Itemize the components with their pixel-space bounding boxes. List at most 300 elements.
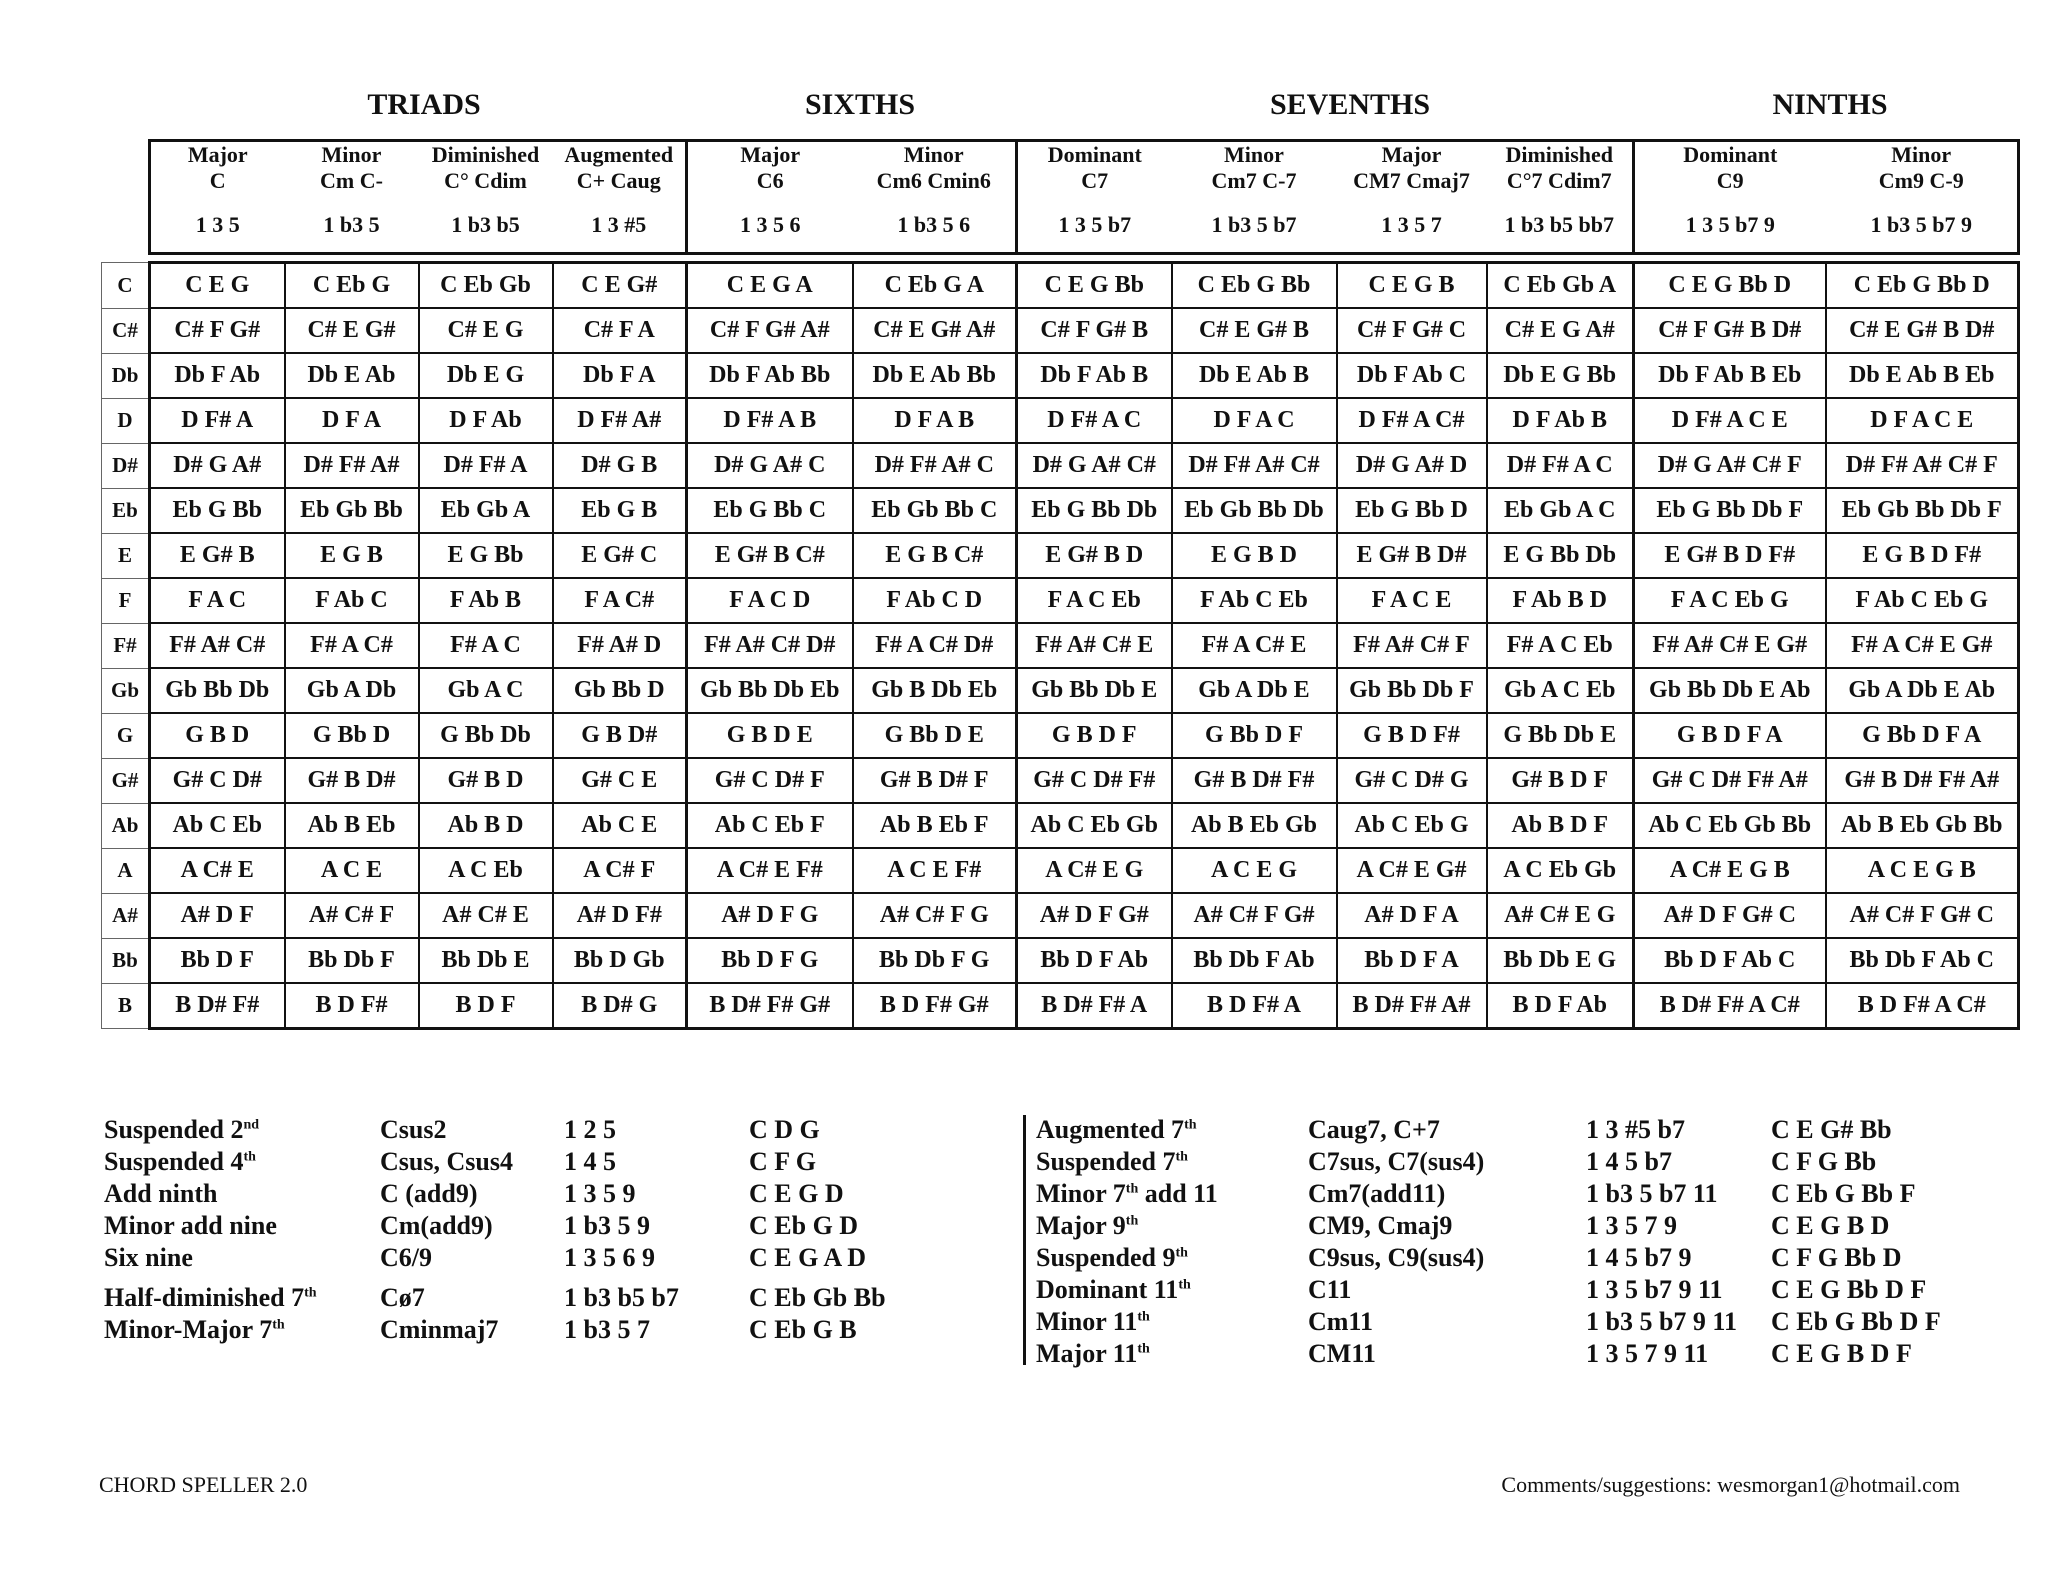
group-title-ninths: NINTHS <box>1772 88 1888 121</box>
chord-cell: C Eb Gb <box>419 263 553 309</box>
chord-cell: D F Ab <box>419 398 553 443</box>
column-formula: 1 3 5 b7 9 <box>1685 212 1775 237</box>
other-chord-row <box>1036 1339 2036 1371</box>
chord-cell: Eb G Bb C <box>687 488 853 533</box>
other-chord-symbol: Csus2 <box>380 1115 447 1144</box>
chord-cell: Eb Gb A <box>419 488 553 533</box>
chord-cell: G# B D# F# <box>1172 758 1337 803</box>
row-root-label: C <box>102 263 150 309</box>
other-chord-notes: C E G A D <box>749 1243 867 1272</box>
row-root-label: C# <box>102 308 150 353</box>
chord-cell: F# A C# <box>285 623 419 668</box>
chord-cell: Gb A Db E <box>1172 668 1337 713</box>
chord-cell: D# G A# C <box>687 443 853 488</box>
other-chord-row <box>1036 1243 2036 1275</box>
other-chord-notes: C F G <box>749 1147 816 1176</box>
chord-cell: F A C D <box>687 578 853 623</box>
chord-cell: A# C# F G# <box>1172 893 1337 938</box>
other-chord-name-text: Suspended 7 <box>1036 1147 1176 1176</box>
chord-cell: A# D F A <box>1337 893 1487 938</box>
other-chord-name-text: Minor add nine <box>104 1211 277 1240</box>
column-symbol: Cm9 C-9 <box>1878 168 1964 193</box>
chord-cell: E G# B D# <box>1337 533 1487 578</box>
other-chord-name <box>104 1179 217 1209</box>
chord-cell: Eb Gb Bb <box>285 488 419 533</box>
chord-cell: F Ab C Eb G <box>1826 578 2019 623</box>
column-header <box>687 141 853 254</box>
chord-cell: D F# A C E <box>1634 398 1826 443</box>
other-chord-notes: C F G Bb D <box>1771 1243 1902 1272</box>
row-root-label: D# <box>102 443 150 488</box>
ordinal-suffix: th <box>272 1317 285 1333</box>
other-chord-row <box>104 1283 1004 1315</box>
chord-cell: B D# F# A# <box>1337 983 1487 1029</box>
other-chord-name-text: Add ninth <box>104 1179 218 1208</box>
chord-cell: F# A# C# F <box>1337 623 1487 668</box>
other-chord-name-text: Half-diminished 7 <box>104 1283 305 1312</box>
chord-cell: Db F Ab <box>150 353 285 398</box>
chord-cell: F A C Eb <box>1017 578 1172 623</box>
chord-cell: D F# A# <box>553 398 687 443</box>
chord-cell: Ab C Eb Gb Bb <box>1634 803 1826 848</box>
chord-cell: C Eb G Bb <box>1172 263 1337 309</box>
chord-cell: G# B D# <box>285 758 419 803</box>
column-header <box>1172 141 1337 254</box>
chord-cell: E G B D F# <box>1826 533 2019 578</box>
chord-cell: F A C# <box>553 578 687 623</box>
other-chord-name <box>1036 1211 1138 1241</box>
chord-cell: G Bb D F A <box>1826 713 2019 758</box>
chord-cell: D F# A <box>150 398 285 443</box>
column-symbol: Cm7 C-7 <box>1211 168 1297 193</box>
chord-cell: G B D E <box>687 713 853 758</box>
chord-cell: C E G <box>150 263 285 309</box>
chord-cell: C# F G# A# <box>687 308 853 353</box>
chord-cell: B D# F# A C# <box>1634 983 1826 1029</box>
table-row <box>102 668 2019 713</box>
chord-cell: C# E G <box>419 308 553 353</box>
table-row <box>102 938 2019 983</box>
chord-cell: B D# G <box>553 983 687 1029</box>
other-chord-symbol: CM9, Cmaj9 <box>1308 1211 1453 1240</box>
other-chord-formula: 1 b3 5 9 <box>564 1211 650 1240</box>
column-name: Major <box>1381 142 1442 167</box>
row-root-label: E <box>102 533 150 578</box>
chord-cell: F A C <box>150 578 285 623</box>
table-row <box>102 623 2019 668</box>
chord-cell: Gb Bb Db F <box>1337 668 1487 713</box>
chord-cell: A C# F <box>553 848 687 893</box>
chord-cell: A# C# E G <box>1487 893 1634 938</box>
other-chord-name <box>1036 1243 1188 1273</box>
chord-cell: D# G A# C# F <box>1634 443 1826 488</box>
chord-cell: C Eb Gb A <box>1487 263 1634 309</box>
chord-cell: E G# C <box>553 533 687 578</box>
chord-cell: C# F G# <box>150 308 285 353</box>
chord-cell: G Bb D F <box>1172 713 1337 758</box>
chord-cell: C E G# <box>553 263 687 309</box>
chord-cell: D# F# A# C <box>853 443 1017 488</box>
other-chord-notes: C Eb G D <box>749 1211 859 1240</box>
chord-cell: G# C D# <box>150 758 285 803</box>
chord-cell: D# G A# <box>150 443 285 488</box>
column-header <box>285 141 419 254</box>
chord-cell: C E G Bb <box>1017 263 1172 309</box>
other-chord-formula: 1 4 5 <box>564 1147 616 1176</box>
column-header <box>419 141 553 254</box>
other-chord-row <box>104 1179 1004 1211</box>
column-formula: 1 b3 b5 <box>451 212 520 237</box>
chord-cell: F A C Eb G <box>1634 578 1826 623</box>
other-chord-row <box>1036 1115 2036 1147</box>
chord-cell: E G# B C# <box>687 533 853 578</box>
chord-cell: F# A C# D# <box>853 623 1017 668</box>
ordinal-suffix: th <box>1175 1149 1188 1165</box>
chord-cell: D F Ab B <box>1487 398 1634 443</box>
other-chord-formula: 1 3 5 7 9 11 <box>1586 1339 1709 1368</box>
chord-table <box>101 139 2020 1030</box>
chord-cell: F# A# C# D# <box>687 623 853 668</box>
column-symbol: C° Cdim <box>444 168 527 193</box>
column-name: Minor <box>321 142 382 167</box>
column-name: Major <box>740 142 801 167</box>
chord-cell: Bb Db F Ab C <box>1826 938 2019 983</box>
table-row <box>102 713 2019 758</box>
chord-cell: Gb A Db E Ab <box>1826 668 2019 713</box>
chord-cell: C# E G# B <box>1172 308 1337 353</box>
chord-cell: E G Bb Db <box>1487 533 1634 578</box>
other-chord-name <box>104 1283 317 1313</box>
other-chord-notes: C Eb G B <box>749 1315 857 1344</box>
chord-cell: A# D F G# C <box>1634 893 1826 938</box>
other-chord-name <box>1036 1339 1150 1369</box>
other-chord-notes: C Eb G Bb D F <box>1771 1307 1941 1336</box>
other-chord-name <box>104 1315 285 1345</box>
chord-cell: D# F# A C <box>1487 443 1634 488</box>
other-chord-name-text: Six nine <box>104 1243 193 1272</box>
chord-cell: C E G A <box>687 263 853 309</box>
other-chord-notes: C E G B D F <box>1771 1339 1912 1368</box>
column-symbol: C6 <box>756 168 784 193</box>
chord-cell: Bb Db E <box>419 938 553 983</box>
chord-cell: Bb D F A <box>1337 938 1487 983</box>
column-header <box>150 141 285 254</box>
table-row <box>102 803 2019 848</box>
chord-cell: Db E Ab <box>285 353 419 398</box>
chord-cell: Ab B Eb Gb <box>1172 803 1337 848</box>
chord-cell: Eb G Bb D <box>1337 488 1487 533</box>
chord-cell: C Eb G Bb D <box>1826 263 2019 309</box>
other-chord-symbol: Caug7, C+7 <box>1308 1115 1440 1144</box>
chord-cell: D F# A C <box>1017 398 1172 443</box>
column-name: Dominant <box>1683 142 1778 167</box>
chord-cell: D F A C E <box>1826 398 2019 443</box>
other-chord-row <box>1036 1147 2036 1179</box>
chord-cell: A# C# E <box>419 893 553 938</box>
chord-cell: C E G B <box>1337 263 1487 309</box>
other-chord-notes: C F G Bb <box>1771 1147 1877 1176</box>
chord-cell: E G# B D <box>1017 533 1172 578</box>
other-chord-name-text: Suspended 9 <box>1036 1243 1176 1272</box>
chord-cell: G# B D# F <box>853 758 1017 803</box>
column-formula: 1 3 5 <box>195 212 240 237</box>
chord-cell: B D F <box>419 983 553 1029</box>
chord-cell: B D F# <box>285 983 419 1029</box>
chord-cell: F Ab B D <box>1487 578 1634 623</box>
chord-cell: Gb Bb Db E Ab <box>1634 668 1826 713</box>
column-symbol: C+ Caug <box>576 168 661 193</box>
column-symbol: C9 <box>1716 168 1744 193</box>
other-chord-name <box>1036 1147 1188 1177</box>
chord-cell: Db E G <box>419 353 553 398</box>
column-symbol: C <box>209 168 226 193</box>
other-chord-row <box>1036 1275 2036 1307</box>
ordinal-suffix: th <box>1137 1341 1150 1357</box>
other-chord-name <box>1036 1275 1191 1305</box>
chord-cell: C# F G# B <box>1017 308 1172 353</box>
chord-cell: Db F Ab C <box>1337 353 1487 398</box>
chord-cell: A C E <box>285 848 419 893</box>
chord-cell: F# A# C# E <box>1017 623 1172 668</box>
other-chords-right <box>1036 1115 2036 1375</box>
chord-cell: D# F# A# <box>285 443 419 488</box>
chord-cell: D F A C <box>1172 398 1337 443</box>
chord-cell: F Ab C Eb <box>1172 578 1337 623</box>
chord-cell: F# A C Eb <box>1487 623 1634 668</box>
other-chord-symbol: CM11 <box>1308 1339 1376 1368</box>
chord-cell: Bb D F Ab <box>1017 938 1172 983</box>
chord-cell: Eb G Bb Db <box>1017 488 1172 533</box>
chord-cell: Db E Ab B Eb <box>1826 353 2019 398</box>
chord-cell: Eb Gb Bb Db F <box>1826 488 2019 533</box>
ordinal-suffix: nd <box>243 1117 260 1133</box>
chord-cell: F# A C <box>419 623 553 668</box>
table-row <box>102 533 2019 578</box>
other-chord-symbol: Cm11 <box>1308 1307 1373 1336</box>
table-row <box>102 983 2019 1029</box>
other-chord-notes: C Eb Gb Bb <box>749 1283 886 1312</box>
other-chord-row <box>1036 1307 2036 1339</box>
chord-cell: Gb B Db Eb <box>853 668 1017 713</box>
chord-cell: D F A <box>285 398 419 443</box>
chord-cell: G B D F <box>1017 713 1172 758</box>
table-row <box>102 263 2019 309</box>
chord-cell: A C# E G <box>1017 848 1172 893</box>
chord-cell: G Bb D <box>285 713 419 758</box>
chord-cell: D F# A C# <box>1337 398 1487 443</box>
column-name: Minor <box>903 142 964 167</box>
column-formula: 1 3 5 b7 <box>1058 212 1132 237</box>
other-chord-symbol: Cø7 <box>380 1283 425 1312</box>
other-chord-name-text: Minor-Major 7 <box>104 1315 273 1344</box>
chord-cell: Bb D Gb <box>553 938 687 983</box>
chord-cell: G Bb Db <box>419 713 553 758</box>
chord-cell: C# E G# A# <box>853 308 1017 353</box>
other-chord-formula: 1 b3 5 b7 11 <box>1586 1179 1718 1208</box>
other-chord-row <box>104 1243 1004 1275</box>
ordinal-suffix: th <box>1137 1309 1150 1325</box>
chord-cell: D# G A# C# <box>1017 443 1172 488</box>
chord-cell: F# A# C# E G# <box>1634 623 1826 668</box>
chord-cell: Gb A Db <box>285 668 419 713</box>
other-chord-name <box>104 1115 259 1145</box>
chord-cell: Db E G Bb <box>1487 353 1634 398</box>
column-formula: 1 b3 5 b7 <box>1211 212 1297 237</box>
chord-cell: Eb G B <box>553 488 687 533</box>
chord-cell: B D F Ab <box>1487 983 1634 1029</box>
chord-cell: C Eb G A <box>853 263 1017 309</box>
table-row <box>102 758 2019 803</box>
other-chords-left <box>104 1115 1004 1365</box>
chord-cell: A C E G B <box>1826 848 2019 893</box>
other-chord-name-text: Major 11 <box>1036 1339 1138 1368</box>
other-chord-symbol: Cminmaj7 <box>380 1315 499 1344</box>
other-chord-symbol: C11 <box>1308 1275 1352 1304</box>
chord-cell: G# B D F <box>1487 758 1634 803</box>
column-name: Dominant <box>1047 142 1142 167</box>
chord-cell: Bb D F <box>150 938 285 983</box>
column-formula: 1 3 5 7 <box>1381 212 1442 237</box>
chord-cell: A C# E G B <box>1634 848 1826 893</box>
chord-cell: A# D F# <box>553 893 687 938</box>
chord-cell: Gb Bb D <box>553 668 687 713</box>
chord-cell: Gb A C <box>419 668 553 713</box>
chord-cell: F Ab C <box>285 578 419 623</box>
other-chord-formula: 1 2 5 <box>564 1115 616 1144</box>
chord-cell: G B D# <box>553 713 687 758</box>
chord-cell: D# F# A# C# F <box>1826 443 2019 488</box>
column-formula: 1 3 #5 <box>591 212 647 237</box>
chord-cell: Gb Bb Db <box>150 668 285 713</box>
other-chord-name-text: Minor 7 <box>1036 1179 1126 1208</box>
table-row <box>102 398 2019 443</box>
chord-cell: B D# F# G# <box>687 983 853 1029</box>
other-chord-name <box>1036 1115 1197 1145</box>
ordinal-suffix: th <box>304 1285 317 1301</box>
other-chord-formula: 1 b3 5 b7 9 11 <box>1586 1307 1737 1336</box>
chord-cell: E G B <box>285 533 419 578</box>
chord-cell: Ab B Eb <box>285 803 419 848</box>
column-formula: 1 b3 b5 bb7 <box>1504 212 1614 237</box>
other-chord-name <box>1036 1179 1218 1209</box>
chord-cell: A C# E G# <box>1337 848 1487 893</box>
column-header <box>1634 141 1826 254</box>
chord-cell: D# G B <box>553 443 687 488</box>
chord-cell: A C Eb Gb <box>1487 848 1634 893</box>
table-row <box>102 578 2019 623</box>
row-root-label: F <box>102 578 150 623</box>
column-name: Major <box>187 142 248 167</box>
other-chord-notes: C E G Bb D F <box>1771 1275 1927 1304</box>
chord-cell: B D# F# A <box>1017 983 1172 1029</box>
other-chord-formula: 1 3 5 7 9 <box>1586 1211 1677 1240</box>
ordinal-suffix: th <box>243 1149 256 1165</box>
column-header <box>853 141 1017 254</box>
ordinal-suffix: th <box>1178 1277 1191 1293</box>
chord-cell: Ab B D F <box>1487 803 1634 848</box>
chord-cell: G Bb Db E <box>1487 713 1634 758</box>
other-chord-name-suffix: add 11 <box>1138 1179 1218 1208</box>
chord-cell: A# C# F <box>285 893 419 938</box>
other-chord-name <box>104 1147 256 1177</box>
row-root-label: A# <box>102 893 150 938</box>
chord-cell: G B D F A <box>1634 713 1826 758</box>
other-chord-name-text: Major 9 <box>1036 1211 1126 1240</box>
other-chord-row <box>104 1115 1004 1147</box>
table-row <box>102 893 2019 938</box>
table-row <box>102 443 2019 488</box>
other-chord-formula: 1 b3 b5 b7 <box>564 1283 679 1312</box>
other-chord-notes: C Eb G Bb F <box>1771 1179 1916 1208</box>
chord-cell: A# C# F G# C <box>1826 893 2019 938</box>
chord-cell: Eb Gb A C <box>1487 488 1634 533</box>
other-chord-formula: 1 4 5 b7 9 <box>1586 1243 1692 1272</box>
other-chord-notes: C E G D <box>749 1179 844 1208</box>
other-chord-name-text: Suspended 2 <box>104 1115 244 1144</box>
chord-cell: D# G A# D <box>1337 443 1487 488</box>
chord-cell: C# F G# C <box>1337 308 1487 353</box>
chord-cell: Ab C Eb G <box>1337 803 1487 848</box>
row-root-label: G <box>102 713 150 758</box>
chord-cell: A# D F G <box>687 893 853 938</box>
chord-cell: F# A# C# <box>150 623 285 668</box>
column-formula: 1 b3 5 6 <box>897 212 971 237</box>
row-root-label: Db <box>102 353 150 398</box>
other-chord-formula: 1 3 5 b7 9 11 <box>1586 1275 1723 1304</box>
chord-cell: G# C D# F# A# <box>1634 758 1826 803</box>
chord-cell: C# F A <box>553 308 687 353</box>
other-chord-name <box>104 1243 193 1273</box>
chord-cell: G# B D <box>419 758 553 803</box>
chord-cell: F A C E <box>1337 578 1487 623</box>
chord-cell: Ab B Eb F <box>853 803 1017 848</box>
chord-cell: Gb A C Eb <box>1487 668 1634 713</box>
chord-cell: Eb G Bb <box>150 488 285 533</box>
column-formula: 1 b3 5 b7 9 <box>1870 212 1972 237</box>
chord-cell: C E G Bb D <box>1634 263 1826 309</box>
chord-cell: B D F# A C# <box>1826 983 2019 1029</box>
other-chord-name <box>104 1211 277 1241</box>
chord-cell: G# C D# F# <box>1017 758 1172 803</box>
row-root-label: F# <box>102 623 150 668</box>
chord-cell: F# A C# E G# <box>1826 623 2019 668</box>
table-corner <box>102 141 150 254</box>
chord-cell: Gb Bb Db Eb <box>687 668 853 713</box>
chord-cell: F Ab C D <box>853 578 1017 623</box>
column-symbol: Cm6 Cmin6 <box>876 168 991 193</box>
other-chord-formula: 1 b3 5 7 <box>564 1315 650 1344</box>
column-name: Diminished <box>431 142 540 167</box>
column-name: Minor <box>1891 142 1952 167</box>
chord-cell: E G Bb <box>419 533 553 578</box>
chord-cell: Ab C Eb Gb <box>1017 803 1172 848</box>
other-chord-name-text: Augmented 7 <box>1036 1115 1185 1144</box>
chord-cell: F Ab B <box>419 578 553 623</box>
row-root-label: Ab <box>102 803 150 848</box>
chord-cell: Db F Ab B Eb <box>1634 353 1826 398</box>
other-chord-row <box>1036 1179 2036 1211</box>
ordinal-suffix: th <box>1125 1213 1139 1229</box>
chord-cell: G# C D# G <box>1337 758 1487 803</box>
chord-cell: Ab C E <box>553 803 687 848</box>
other-chord-formula: 1 4 5 b7 <box>1586 1147 1672 1176</box>
chord-cell: Ab C Eb <box>150 803 285 848</box>
column-name: Minor <box>1224 142 1284 167</box>
other-chord-notes: C D G <box>749 1115 820 1144</box>
other-chords-divider <box>1023 1115 1026 1365</box>
chord-cell: C# E G A# <box>1487 308 1634 353</box>
column-symbol: CM7 Cmaj7 <box>1353 168 1470 193</box>
